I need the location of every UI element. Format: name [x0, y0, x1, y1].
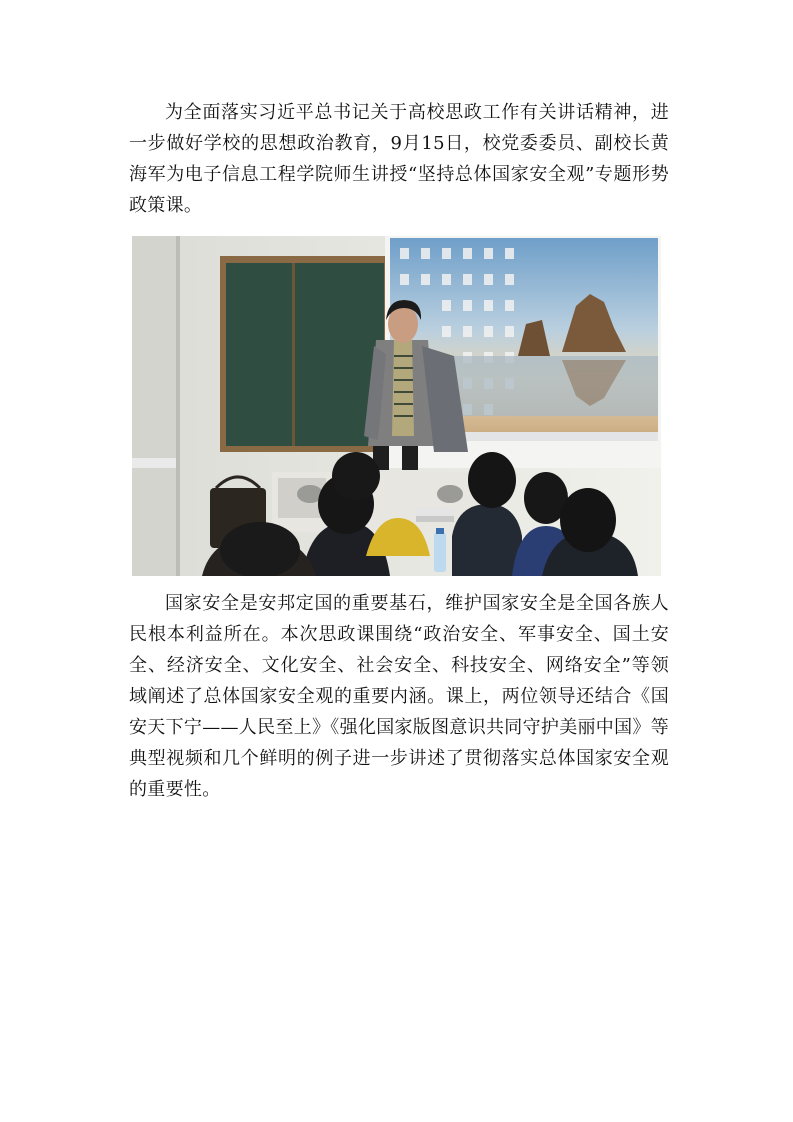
article-paragraph-2: 国家安全是安邦定国的重要基石，维护国家安全是全国各族人民根本利益所在。本次思政课围绕“政治安全、军事安全、国土安全、经济安全、文化安全、社会安全、科技安全、网络安全”等领域阐述了总体国家安全观的重要内涵。课上，两位领导还结合《国安天下宁——人民至上》《强化国家版图意识共同守护美丽中国》等典型视频和几个鲜明的例子进一步讲述了贯彻落实总体国家安全观的重要性。 — [129, 593, 669, 800]
water-bottle — [434, 532, 446, 572]
classroom-lecture-photo — [132, 236, 661, 576]
article-paragraph-1: 为全面落实习近平总书记关于高校思政工作有关讲话精神，进一步做好学校的思想政治教育，9月15日，校党委委员、副校长黄海军为电子信息工程学院师生讲授“坚持总体国家安全观”专题形势政策课。 — [129, 102, 669, 216]
door-frame — [132, 236, 178, 576]
chalkboard — [226, 263, 384, 446]
